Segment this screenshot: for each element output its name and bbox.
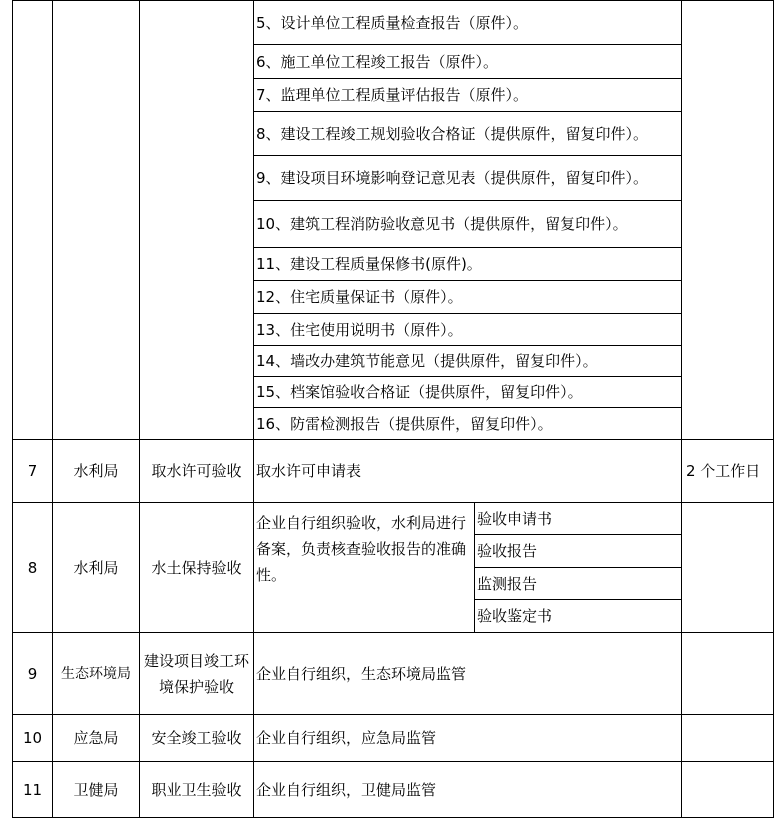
material-text: 14、墙改办建筑节能意见（提供原件，留复印件）。 bbox=[256, 352, 598, 370]
material-text: 11、建设工程质量保修书(原件)。 bbox=[256, 255, 482, 273]
row-time bbox=[682, 762, 774, 818]
material-line bbox=[254, 377, 682, 408]
material-text: 9、建设项目环境影响登记意见表（提供原件，留复印件）。 bbox=[256, 169, 649, 187]
material-line bbox=[254, 281, 682, 314]
row-number-text: 9 bbox=[27, 664, 38, 683]
sub-material bbox=[475, 503, 682, 535]
row-materials bbox=[254, 715, 682, 762]
row-materials bbox=[254, 503, 475, 633]
material-text: 13、住宅使用说明书（原件）。 bbox=[256, 320, 463, 339]
sub-material-text: 验收鉴定书 bbox=[477, 607, 553, 625]
row-number-text: 7 bbox=[27, 462, 38, 480]
row-number bbox=[13, 440, 53, 503]
row-materials bbox=[254, 440, 682, 503]
row-item bbox=[140, 633, 254, 715]
sub-material-text: 监测报告 bbox=[477, 574, 538, 593]
row-dept bbox=[53, 633, 140, 715]
row-time bbox=[682, 633, 774, 715]
row-time bbox=[682, 503, 774, 633]
cont-no-cell bbox=[13, 1, 53, 440]
material-text: 5、设计单位工程质量检查报告（原件）。 bbox=[256, 13, 529, 32]
dept-text: 水利局 bbox=[73, 558, 119, 577]
item-text: 取水许可验收 bbox=[151, 462, 242, 480]
row-materials bbox=[254, 633, 682, 715]
row-number-text: 11 bbox=[22, 780, 43, 799]
item-text: 安全竣工验收 bbox=[151, 729, 242, 747]
materials-text: 企业自行组织，生态环境局监管 bbox=[256, 664, 467, 683]
sub-material-text: 验收申请书 bbox=[477, 509, 553, 528]
cont-time-cell bbox=[682, 1, 774, 440]
row-dept bbox=[53, 503, 140, 633]
materials-text: 企业自行组织，卫健局监管 bbox=[256, 780, 437, 799]
dept-text: 卫健局 bbox=[73, 780, 119, 799]
sub-material bbox=[475, 568, 682, 600]
row-item bbox=[140, 503, 254, 633]
dept-text: 生态环境局 bbox=[61, 665, 131, 682]
row-item bbox=[140, 440, 254, 503]
materials-text: 企业自行组织，应急局监管 bbox=[256, 729, 437, 747]
sub-material bbox=[475, 535, 682, 568]
material-text: 10、建筑工程消防验收意见书（提供原件，留复印件）。 bbox=[256, 215, 628, 233]
row-number bbox=[13, 762, 53, 818]
time-text: 2 个工作日 bbox=[686, 462, 761, 480]
material-line bbox=[254, 112, 682, 156]
material-text: 6、施工单位工程竣工报告（原件）。 bbox=[256, 52, 499, 71]
materials-text: 取水许可申请表 bbox=[256, 462, 362, 480]
sub-material bbox=[475, 600, 682, 633]
material-line bbox=[254, 408, 682, 440]
row-materials bbox=[254, 762, 682, 818]
row-dept bbox=[53, 762, 140, 818]
dept-text: 应急局 bbox=[73, 729, 119, 747]
material-line bbox=[254, 79, 682, 112]
material-text: 15、档案馆验收合格证（提供原件，留复印件）。 bbox=[256, 383, 583, 401]
item-text: 水土保持验收 bbox=[151, 558, 242, 577]
material-line bbox=[254, 45, 682, 79]
cont-item-cell bbox=[140, 1, 254, 440]
material-line bbox=[254, 201, 682, 248]
item-text: 职业卫生验收 bbox=[151, 780, 242, 799]
row-item bbox=[140, 715, 254, 762]
material-line bbox=[254, 1, 682, 45]
material-text: 8、建设工程竣工规划验收合格证（提供原件，留复印件）。 bbox=[256, 124, 649, 143]
dept-text: 水利局 bbox=[73, 462, 119, 480]
item-text: 建设项目竣工环境保护验收 bbox=[143, 651, 249, 696]
row-dept bbox=[53, 440, 140, 503]
material-text: 12、住宅质量保证书（原件）。 bbox=[256, 288, 463, 306]
row-number bbox=[13, 503, 53, 633]
row-item bbox=[140, 762, 254, 818]
row-number bbox=[13, 715, 53, 762]
material-line bbox=[254, 156, 682, 201]
material-text: 7、监理单位工程质量评估报告（原件）。 bbox=[256, 86, 529, 104]
materials-text: 企业自行组织验收，水利局进行备案，负责核查验收报告的准确性。 bbox=[256, 514, 467, 584]
row-number bbox=[13, 633, 53, 715]
row-number-text: 10 bbox=[22, 729, 43, 747]
row-number-text: 8 bbox=[27, 558, 38, 577]
row-time bbox=[682, 440, 774, 503]
row-time bbox=[682, 715, 774, 762]
row-dept bbox=[53, 715, 140, 762]
material-text: 16、防雷检测报告（提供原件，留复印件）。 bbox=[256, 414, 553, 433]
material-line bbox=[254, 248, 682, 281]
cont-dept-cell bbox=[53, 1, 140, 440]
sub-material-text: 验收报告 bbox=[477, 542, 538, 560]
material-line bbox=[254, 314, 682, 346]
material-line bbox=[254, 346, 682, 377]
